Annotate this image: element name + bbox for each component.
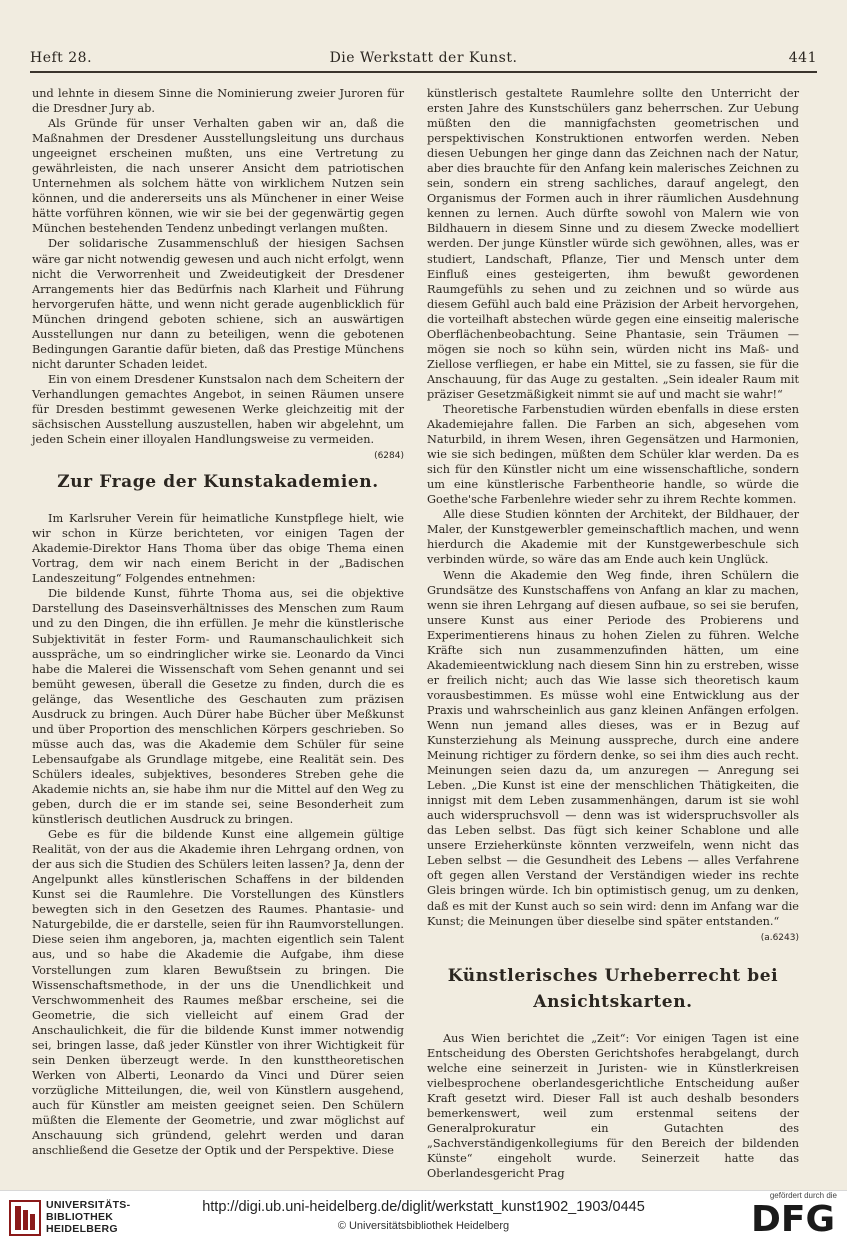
paragraph: Alle diese Studien könnten der Architekt, der Bildhauer, der Maler, der Kunstgewerbler gemeinschaftlich machen, und wenn hierdurch die Akademie mit der Kunstgewerbeschule sich verbinden würde, so wäre das am Ende auch kein Unglück. xyxy=(427,508,799,567)
dfg-logo[interactable]: DFG xyxy=(750,1199,835,1240)
paragraph: Der solidarische Zusammenschluß der hiesigen Sachsen wäre gar nicht notwendig gewesen und auch nicht erfolgt, wenn nicht die Verworrenheit und Zweideutigkeit der Dresdener Arrangements hier das Bedürfnis nach Klarheit und Führung hervorgerufen hätte, und wenn nicht gerade augenblicklich für München dringend geboten schiene, sich an auswärtigen Ausstellungen nur dann zu beteiligen, wenn die gebotenen Bedingungen Garantie dafür bieten, daß das Prestige Münchens nicht darunter Schaden leidet. xyxy=(32,237,404,371)
running-head xyxy=(30,46,817,72)
heading-line: Künstlerisches Urheberrecht bei xyxy=(447,965,779,986)
journal-title: Die Werkstatt der Kunst. xyxy=(329,50,518,66)
paragraph: künstlerisch gestaltete Raumlehre sollte den Unterricht der ersten Jahre des Kunstschülers ganz beherrschen. Zur Uebung müßten den die mannigfachsten geometrischen und perspektivischen Konstruktionen entworfen werden. Neben diesen Uebungen her ginge dann das Zeichnen nach der Natur, aber dies brauchte für den Anfang kein malerisches Zeichnen zu sein, sondern ein streng sachliches, darauf angelegt, den Organismus der Formen auch in ihrer räumlichen Ausdehnung kennen zu lernen. Auch dürfte sowohl von Malern wie von Bildhauern in diesem Sinne und zu diesem Zwecke modelliert werden. Der junge Künstler würde sich gewöhnen, alles, was er studiert, Landschaft, Pflanze, Tier und Mensch unter dem Einfluß eines gesteigerten, ihm bewußt gewordenen Raumgefühls zu sehen und zu zeichnen und so würde aus diesem Gefühl auch bald eine Präzision der Arbeit hervorgehen, die vorteilhaft abstechen würde gegen eine einseitig malerische Oberflächenbeobachtung. Seine Phantasie, sein Träumen — mögen sie noch so kühn sein, würden nicht ins Maß- und Ziellose verfliegen, er habe ein Mittel, sie zu fassen, sie für die Anschauung, für das Auge zu gestalten. „Sein idealer Raum mit präziser Gesetzmäßigkeit nimmt sie auf und macht sie wahr!“ xyxy=(427,87,799,401)
paragraph xyxy=(32,372,404,462)
paragraph-text: Wenn die Akademie den Weg finde, ihren Schülern die Grundsätze des Kunstschaffens von Anfang an klar zu machen, wenn sie ihren Lehrgang auf diesen aufbaue, so sei sie berufen, unsere Kunst aus einer Periode des Probierens und Experimentierens hinaus zu hohen Zielen zu führen. Welche Kräfte sich nun zusammenzufinden hätten, um eine Akademieentwicklung nach diesem Sinn hin zu erstreben, wisse er freilich nicht; auch das Wie lasse sich theoretisch kaum vorausbestimmen. Es müsse wohl eine Entwicklung aus der Praxis und wahrscheinlich aus ganz kleinen Anfängen erfolgen. Wenn nun jemand alles dieses, was er in Bezug auf Kunsterziehung als Meinung ausspreche, durch eine andere Meinung richtiger zu fördern denke, so sei ihm dies auch recht. Meinungen seien dazu da, um anzuregen — Anregung sei Leben. „Die Kunst ist eine der menschlichen Thätigkeiten, die innigst mit dem Leben zusammenhängen, darum ist sie wohl auch widerspruchsvoll — denn was ist widerspruchsvoller als das Leben selbst. Das fügt sich keiner Schablone und alle unsere Erzieherkünste könnten verzweifeln, wenn nicht das Leben selbst — die Gesundheit des Lebens — alles Verfahrene oft gegen allen Verstand der Verständigen wieder ins rechte Gleis bringen würde. Ich bin optimistisch genug, um zu denken, daß es mit der Kunst auch so sein wird: denn im Anfang war die Kunst; die Meinungen über dieselbe sind später entstanden.“ xyxy=(427,568,799,928)
paragraph: Die bildende Kunst, führte Thoma aus, sei die objektive Darstellung des Daseinsverhältnisses des Menschen zum Raum und zu den Dingen, die ihn erfüllen. Je mehr die künstlerische Subjektivität in fester Form- und Raumanschaulichkeit sich ausspräche, um so eindringlicher wirke sie. Leonardo da Vinci habe die Malerei die Wissenschaft vom Sehen genannt und sei bemüht gewesen, überall die Gesetze zu finden, durch die es gelänge, das Wesentliche des Geschauten zum präzisen Ausdruck zu bringen. Auch Dürer habe Bücher über Meßkunst und über Proportion des menschlichen Körpers geschrieben. So müsse auch das, was die Akademie dem Schüler für seine Lebensaufgabe als Grundlage mitgebe, eine Realität sein. Des Schülers ideales, subjektives, besonderes Streben gehe die Akademie nichts an, sie habe ihm nur die Mittel auf den Weg zu geben, durch die er im stande sei, seine Besonderheit zum künstlerisch deutlichen Ausdruck zu bringen. xyxy=(32,587,404,827)
paragraph: und lehnte in diesem Sinne die Nominierung zweier Juroren für die Dresdner Jury ab. xyxy=(32,87,404,116)
article-reference: (6284) xyxy=(374,451,404,462)
library-name-line: BIBLIOTHEK xyxy=(46,1211,114,1223)
right-column xyxy=(427,86,799,1181)
funding-note: gefördert durch die xyxy=(769,1191,837,1200)
article-reference: (a.6243) xyxy=(760,932,799,943)
library-name-line: HEIDELBERG xyxy=(46,1223,118,1235)
section-heading xyxy=(427,963,799,1015)
paragraph: Aus Wien berichtet die „Zeit“: Vor einigen Tagen ist eine Entscheidung des Obersten Gerichtshofes herabgelangt, durch welche eine seinerzeit in Juristen- wie in Künstlerkreisen vielbesprochene oberlandesgerichtliche Entscheidung außer Kraft gesetzt wird. Dieser Fall ist auch deshalb besonders bemerkenswert, weil zum erstenmal seitens der Generalprokuratur ein Gutachten des „Sachverständigenkollegiums für den Bereich der bildenden Künste“ eingeholt wurde. Seinerzeit hatte das Oberlandesgericht Prag xyxy=(427,1031,799,1181)
heading-line: Ansichtskarten. xyxy=(533,991,693,1012)
library-name-line: UNIVERSITÄTS- xyxy=(46,1199,131,1211)
paragraph: Im Karlsruher Verein für heimatliche Kunstpflege hielt, wie wir schon in Kürze berichteten, vor einigen Tagen der Akademie-Direktor Hans Thoma über das obige Thema einen Vortrag, dem wir nach einem Bericht in der „Badischen Landeszeitung“ Folgendes entnehmen: xyxy=(32,512,404,586)
paragraph: Theoretische Farbenstudien würden ebenfalls in diese ersten Akademiejahre fallen. Die Farben an sich, abgesehen vom Naturbild, in ihrem Wesen, ihren Gegensätzen und Harmonien, wie sie sich bedingen, müßten dem Schüler klar werden. Da es sich für den Künstler nicht um eine wissenschaftliche, sondern um eine künstlerische Farbentheorie handle, so würde die Goethe'sche Farbenlehre wieder sehr zu ihrem Rechte kommen. xyxy=(427,402,799,507)
issue-number: Heft 28. xyxy=(30,50,93,66)
paragraph: Gebe es für die bildende Kunst eine allgemein gültige Realität, von der aus die Akademie ihren Lehrgang ordnen, von der aus sich die Studien des Schülers leiten lassen? Ja, denn der Angelpunkt alles künstlerischen Schaffens in der bildenden Kunst sei die Raumlehre. Die Vorstellungen des Künstlers bewegten sich in den Gesetzen des Raumes. Phantasie- und Naturgebilde, die er darstelle, seien für ihn Raumvorstellungen. Diese seien ihm angeboren, ja, machten eigentlich sein Talent aus, und so habe die Akademie die Aufgabe, ihm diese Vorstellungen zum klaren Bewußtsein zu bringen. Die Wissenschaftsmethode, in der uns die Unendlichkeit und Verschwommenheit des Raumes meßbar erscheine, sei die Geometrie, die sich vielleicht auf einem Grad der Anschaulichkeit, die für die bildende Kunst immer notwendig sei, bringen lasse, daß jeder Künstler von ihrer Wichtigkeit für sein Denken überzeugt werde. In den kunsttheoretischen Werken von Alberti, Leonardo da Vinci und Dürer seien vorzügliche Mitteilungen, die, weil von Künstlern ausgehend, auch für Künstler am meisten geeignet seien. Den Schülern müßten die Elemente der Geometrie, und zwar möglichst auf Anschauung sich gründend, gelehrt werden und daran anschließend die Gesetze der Optik und der Perspektive. Diese xyxy=(32,828,404,1158)
header-rule xyxy=(30,71,817,73)
page-number: 441 xyxy=(788,50,817,66)
section-heading: Zur Frage der Kunstakademien. xyxy=(57,472,379,493)
paragraph-text: Ein von einem Dresdener Kunstsalon nach dem Scheitern der Verhandlungen gemachtes Angebot, in seinen Räumen unsere für Dresden bestimmt gewesenen Werke gleichzeitig mit der sächsischen Ausstellung auszustellen, haben wir abgelehnt, um jeden Schein einer illoyalen Handlungsweise zu vermeiden. xyxy=(32,372,404,447)
permalink-url[interactable]: http://digi.ub.uni-heidelberg.de/diglit/werkstatt_kunst1902_1903/0445 xyxy=(202,1199,645,1215)
copyright-notice: © Universitätsbibliothek Heidelberg xyxy=(337,1220,510,1232)
left-column xyxy=(32,86,404,1158)
viewer-footer xyxy=(0,1190,847,1246)
paragraph xyxy=(427,568,799,943)
paragraph: Als Gründe für unser Verhalten gaben wir an, daß die Maßnahmen der Dresdener Ausstellungsleitung uns durchaus ungeeignet erscheinen mußten, uns eine Vertretung zu gewährleisten, die nach unserer Ansicht dem patriotischen Unternehmen als solchem hätte von wirklichem Nutzen sein können, und die andererseits uns als Münchener in einer Weise hätte vorführen können, wie wir sie bei der gegenwärtig gegen München bestehenden Tendenz unbedingt verlangen mußten. xyxy=(32,117,404,236)
